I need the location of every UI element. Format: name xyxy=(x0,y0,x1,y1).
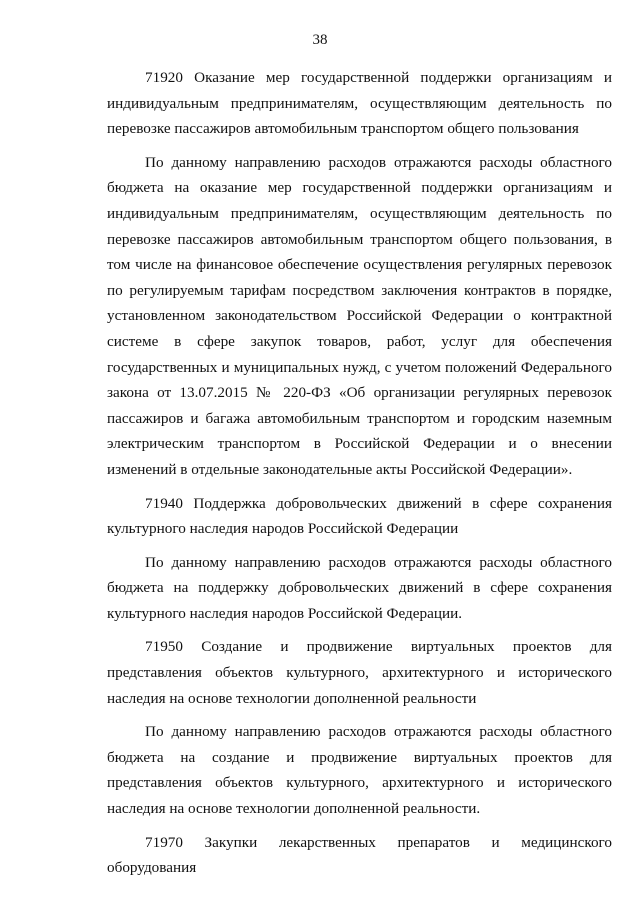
section-heading-71970: 71970 Закупки лекарственных препаратов и медицинского оборудования xyxy=(107,833,612,877)
section-heading-71950: 71950 Создание и продвижение виртуальных проектов для представления объектов культурного, архитектурного и исторического наследия на основе технологии дополненной реальности xyxy=(107,638,612,707)
section-text-71940: По данному направлению расходов отражаются расходы областного бюджета на поддержку добровольческих движений в сфере сохранения культурного наследия народов Российской Федерации. xyxy=(107,553,612,622)
section-text-71920: По данному направлению расходов отражаются расходы областного бюджета на оказание мер государственной поддержки организациям и индивидуальным предпринимателям, осуществляющим деятельность по перевозке пассажиров автомобильным транспортом общего пользования, в том числе на финансовое обеспечение осуществления регулярных перевозок по регулируемым тарифам посредством заключения контрактов в порядке, установленном законодательством Российской Федерации о контрактной системе в сфере закупок товаров, работ, услуг для обеспечения государственных и муниципальных нужд, с учетом положений Федерального закона от 13.07.2015 № 220-ФЗ «Об организации регулярных перевозок пассажиров и багажа автомобильным транспортом и городским наземным электрическим транспортом в Российской Федерации и о внесении изменений в отдельные законодательные акты Российской Федерации». xyxy=(107,153,612,478)
document-body xyxy=(107,65,612,881)
page-number: 38 xyxy=(312,32,328,48)
section-heading-71940: 71940 Поддержка добровольческих движений в сфере сохранения культурного наследия народов Российской Федерации xyxy=(107,494,612,538)
section-heading-71920: 71920 Оказание мер государственной поддержки организациям и индивидуальным предпринимателям, осуществляющим деятельность по перевозке пассажиров автомобильным транспортом общего пользования xyxy=(107,69,612,138)
section-text-71950: По данному направлению расходов отражаются расходы областного бюджета на создание и продвижение виртуальных проектов для представления объектов культурного, архитектурного и исторического наследия на основе технологии дополненной реальности. xyxy=(107,723,612,818)
